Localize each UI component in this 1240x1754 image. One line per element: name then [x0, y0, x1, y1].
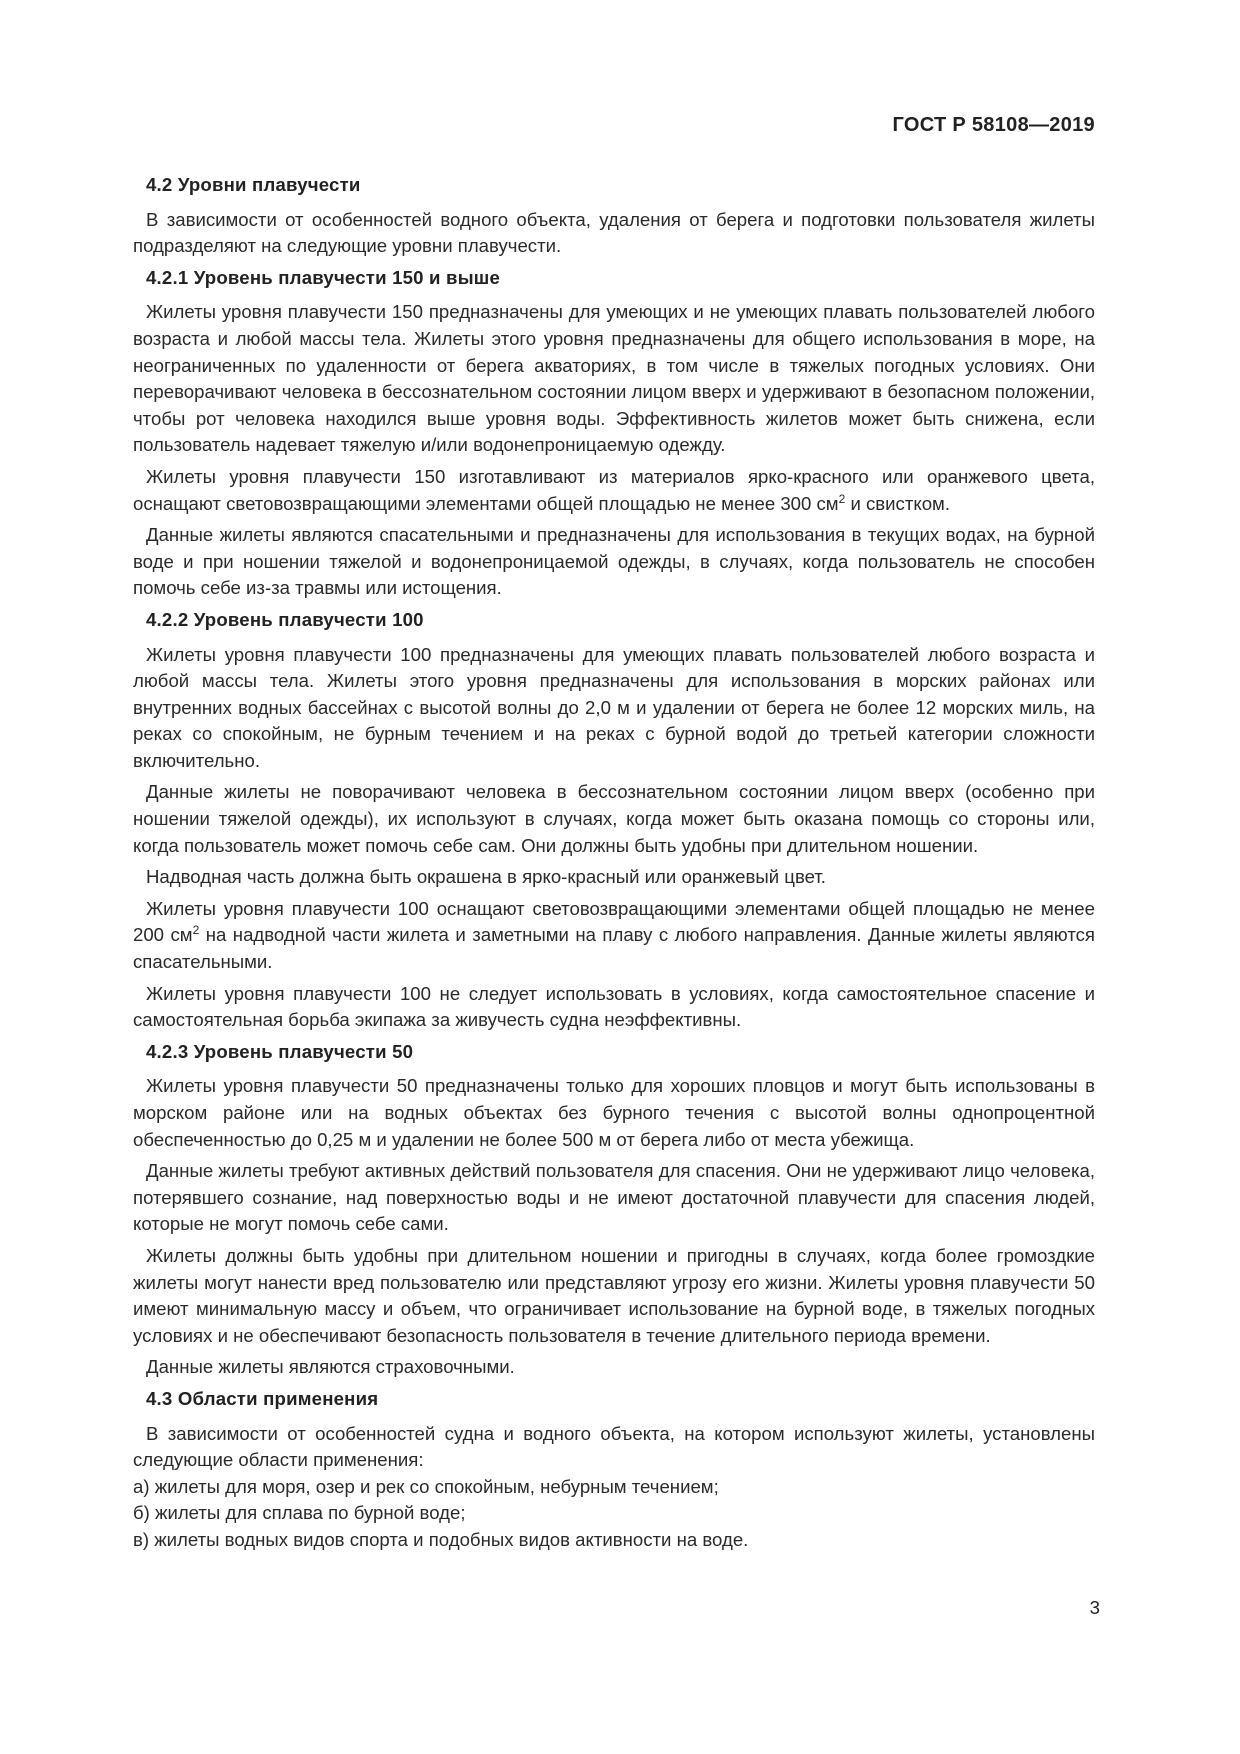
paragraph: Данные жилеты являются страховочными.: [146, 1356, 515, 1378]
document-body: [133, 172, 1095, 1554]
paragraph: Данные жилеты требуют активных действий пользователя для спасения. Они не удерживают лицо человека, потерявшего сознание, над поверхностью воды и не имеют достаточной плавучести для спасения людей, которые не могут помочь себе сами.: [133, 1160, 1095, 1235]
section-heading-4-2-1: 4.2.1 Уровень плавучести 150 и выше: [146, 266, 501, 288]
paragraph: Жилеты уровня плавучести 50 предназначены только для хороших пловцов и могут быть использованы в морском районе или на водных объектах без бурного течения с высотой волны однопроцентной обеспеченностью до 0,25 м и удалении не более 500 м от берега либо от места убежища.: [133, 1075, 1095, 1150]
paragraph: Данные жилеты не поворачивают человека в бессознательном состоянии лицом вверх (особенно при ношении тяжелой одежды), их используют в случаях, когда может быть оказана помощь со стороны или, когда пользователь может помочь себе сам. Они должны быть удобны при длительном ношении.: [133, 781, 1095, 856]
list-item: в) жилеты водных видов спорта и подобных видов активности на воде.: [133, 1528, 749, 1550]
superscript: 2: [192, 923, 200, 938]
paragraph-with-superscript: [133, 464, 1095, 517]
paragraph-with-superscript: [133, 896, 1095, 976]
paragraph-text: и свистком.: [845, 492, 951, 514]
section-heading-4-3: 4.3 Области применения: [146, 1387, 379, 1409]
document-code-header: ГОСТ Р 58108—2019: [892, 114, 1095, 136]
paragraph: Надводная часть должна быть окрашена в ярко-красный или оранжевый цвет.: [146, 866, 826, 888]
list-item: б) жилеты для сплава по бурной воде;: [133, 1502, 466, 1524]
list-item: а) жилеты для моря, озер и рек со спокойным, небурным течением;: [133, 1475, 719, 1497]
paragraph-text: Жилеты уровня плавучести 150 изготавливают из материалов ярко-красного или оранжевого цвета, оснащают световозвращающими элементами общей площадью не менее 300 см: [133, 465, 1095, 514]
paragraph-text: Жилеты уровня плавучести 100 оснащают световозвращающими элементами общей площадью не менее 200 см: [133, 897, 1095, 946]
paragraph: Жилеты уровня плавучести 100 предназначены для умеющих плавать пользователей любого возраста и любой массы тела. Жилеты этого уровня предназначены для использования в морских районах или внутренних водных бассейнах с высотой волны до 2,0 м и удалении от берега не более 12 морских миль, на реках со спокойным, не бурным течением и на реках с бурной водой до третьей категории сложности включительно.: [133, 643, 1095, 771]
paragraph-text: на надводной части жилета и заметными на плаву с любого направления. Данные жилеты являются спасательными.: [133, 924, 1096, 973]
paragraph: Жилеты должны быть удобны при длительном ношении и пригодны в случаях, когда более громоздкие жилеты могут нанести вред пользователю или представляют угрозу его жизни. Жилеты уровня плавучести 50 имеют минимальную массу и объем, что ограничивает использование на бурной воде, в тяжелых погодных условиях и не обеспечивают безопасность пользователя в течение длительного периода времени.: [133, 1244, 1095, 1346]
section-heading-4-2-2: 4.2.2 Уровень плавучести 100: [146, 608, 424, 630]
paragraph: Данные жилеты являются спасательными и предназначены для использования в текущих водах, на бурной воде и при ношении тяжелой и водонепроницаемой одежды, в случаях, когда пользователь не способен помочь себе из-за травмы или истощения.: [133, 524, 1095, 599]
paragraph: Жилеты уровня плавучести 100 не следует использовать в условиях, когда самостоятельное спасение и самостоятельная борьба экипажа за живучесть судна неэффективны.: [133, 982, 1095, 1031]
paragraph: В зависимости от особенностей водного объекта, удаления от берега и подготовки пользователя жилеты подразделяют на следующие уровни плавучести.: [133, 208, 1095, 257]
section-heading-4-2: 4.2 Уровни плавучести: [146, 174, 361, 195]
page-number: 3: [1089, 1597, 1100, 1618]
section-heading-4-2-3: 4.2.3 Уровень плавучести 50: [146, 1040, 414, 1062]
superscript: 2: [838, 491, 846, 506]
paragraph: В зависимости от особенностей судна и водного объекта, на котором используют жилеты, установлены следующие области применения:: [133, 1422, 1095, 1471]
paragraph: Жилеты уровня плавучести 150 предназначены для умеющих и не умеющих плавать пользователей любого возраста и любой массы тела. Жилеты этого уровня предназначены для общего использования в море, на неограниченных по удаленности от берега акваториях, в том числе в тяжелых погодных условиях. Они переворачивают человека в бессознательном состоянии лицом вверх и удерживают в безопасном положении, чтобы рот человека находился выше уровня воды. Эффективность жилетов может быть снижена, если пользователь надевает тяжелую и/или водонепроницаемую одежду.: [133, 301, 1095, 456]
